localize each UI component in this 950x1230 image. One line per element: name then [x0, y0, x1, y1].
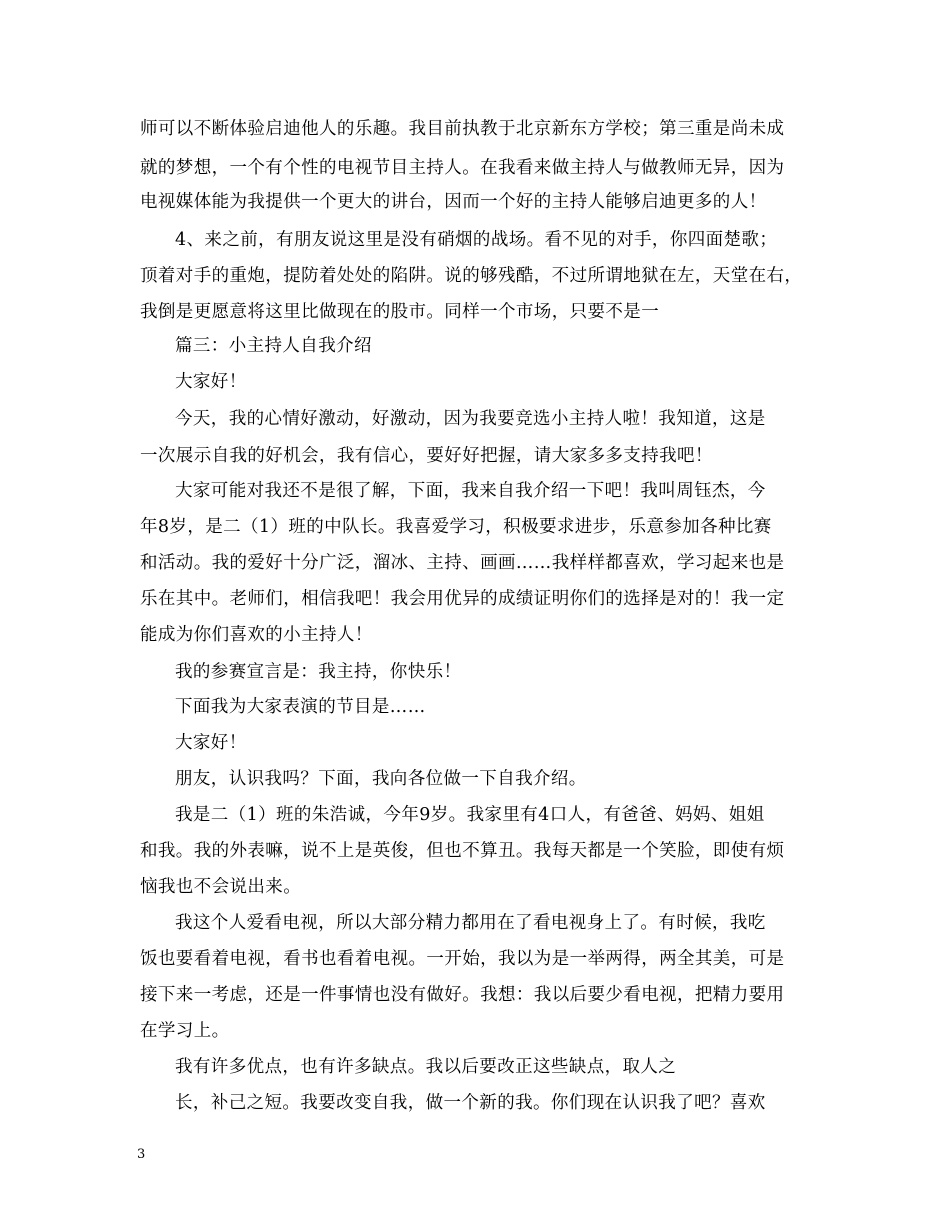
body-text-line: 一次展示自我的好机会，我有信心，要好好把握，请大家多多支持我吧！ [140, 446, 713, 466]
body-text-line: 饭也要看着电视，看书也看着电视。一开始，我以为是一举两得，两全其美，可是 [140, 949, 785, 969]
body-text-line: 顶着对手的重炮，提防着处处的陷阱。说的够残酷，不过所谓地狱在左，天堂在右， [140, 266, 803, 286]
body-text-line: 我的参赛宣言是：我主持，你快乐！ [175, 662, 462, 682]
body-text-line: 大家好！ [175, 733, 247, 753]
body-text-line: 大家好！ [175, 372, 247, 392]
body-text-line: 恼我也不会说出来。 [140, 877, 302, 897]
body-text-line: 我有许多优点，也有许多缺点。我以后要改正这些缺点，取人之 [175, 1057, 677, 1077]
body-text-line: 和我。我的外表嘛，说不上是英俊，但也不算丑。我每天都是一个笑脸，即使有烦 [140, 841, 785, 861]
body-text-line: 就的梦想，一个有个性的电视节目主持人。在我看来做主持人与做教师无异，因为 [140, 158, 785, 178]
body-text-line: 师可以不断体验启迪他人的乐趣。我目前执教于北京新东方学校；第三重是尚未成 [140, 119, 785, 139]
body-text-line: 大家可能对我还不是很了解，下面，我来自我介绍一下吧！我叫周钰杰，今 [175, 481, 766, 501]
body-text-line: 今天，我的心情好激动，好激动，因为我要竞选小主持人啦！我知道，这是 [175, 409, 766, 429]
body-text-line: 我倒是更愿意将这里比做现在的股市。同样一个市场，只要不是一 [140, 302, 660, 322]
body-text-line: 我是二（1）班的朱浩诚，今年9岁。我家里有4口人，有爸爸、妈妈、姐姐 [175, 805, 765, 825]
body-text-line: 和活动。我的爱好十分广泛，溜冰、主持、画画……我样样都喜欢，学习起来也是 [140, 553, 785, 573]
body-text-line: 在学习上。 [140, 1021, 230, 1041]
section-heading: 篇三：小主持人自我介绍 [175, 336, 372, 356]
body-text-line: 长，补己之短。我要改变自我，做一个新的我。你们现在认识我了吧？喜欢 [175, 1093, 766, 1113]
body-text-line: 接下来一考虑，还是一件事情也没有做好。我想：我以后要少看电视，把精力要用 [140, 985, 785, 1005]
body-text-line: 能成为你们喜欢的小主持人！ [140, 625, 373, 645]
body-text-line: 电视媒体能为我提供一个更大的讲台，因而一个好的主持人能够启迪更多的人！ [140, 192, 767, 212]
body-text-line: 年8岁，是二（1）班的中队长。我喜爱学习，积极要求进步，乐意参加各种比赛 [140, 517, 772, 537]
page-number: 3 [137, 1147, 146, 1162]
body-text-line: 4、来之前，有朋友说这里是没有硝烟的战场。看不见的对手，你四面楚歌； [175, 230, 778, 250]
body-text-line: 朋友，认识我吗？下面，我向各位做一下自我介绍。 [175, 769, 587, 789]
body-text-line: 我这个人爱看电视，所以大部分精力都用在了看电视身上了。有时候，我吃 [175, 913, 766, 933]
body-text-line: 乐在其中。老师们，相信我吧！我会用优异的成绩证明你们的选择是对的！我一定 [140, 589, 785, 609]
body-text-line: 下面我为大家表演的节目是…… [175, 697, 426, 717]
